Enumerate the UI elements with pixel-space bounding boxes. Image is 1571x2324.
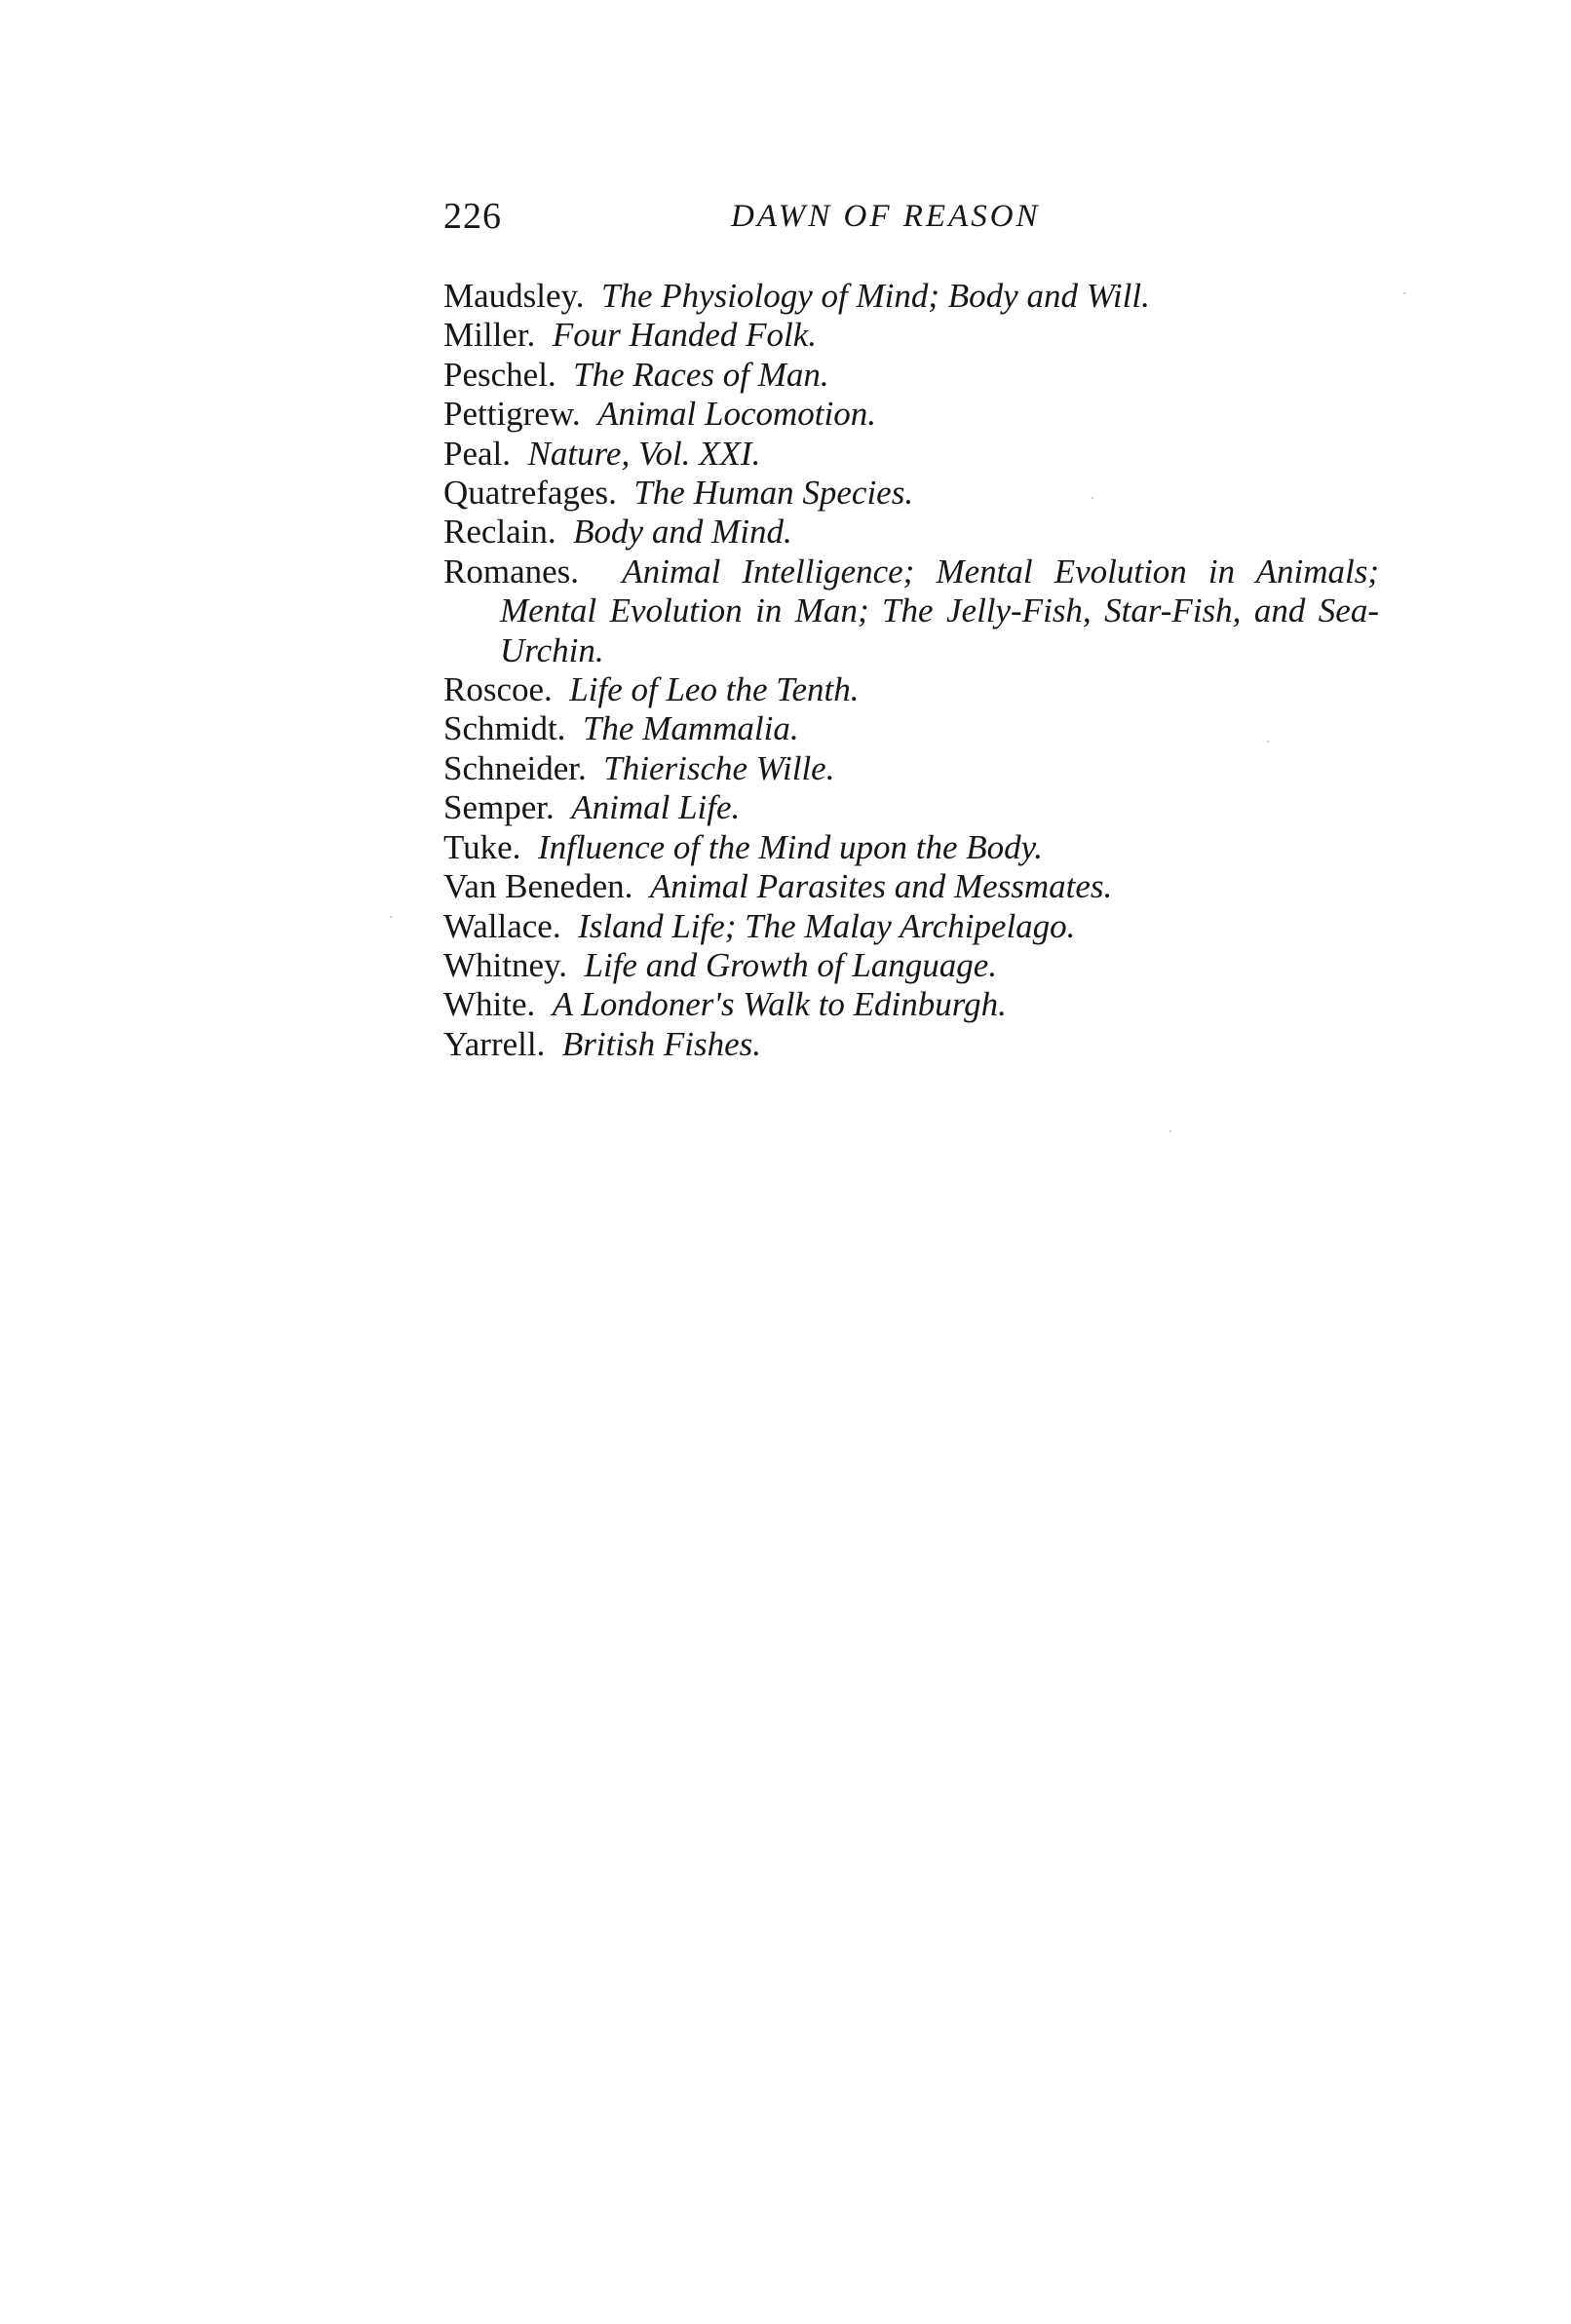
entry-author: Peal. [443,434,512,473]
entry-works: Nature, Vol. XXI. [527,434,761,473]
running-title: DAWN OF REASON [731,199,1041,234]
entry-works: Life and Growth of Language. [584,945,998,984]
entry-author: Peschel. [443,355,556,394]
bibliography-entry-schmidt [443,709,1379,748]
bibliography-entry-reclain [443,513,1379,552]
entry-works: Life of Leo the Tenth. [569,670,860,709]
entry-works: Island Life; The Malay Archipelago. [578,906,1076,945]
bibliography-entry-peal [443,435,1379,474]
bibliography-entry-romanes [443,552,1379,670]
entry-works: The Physiology of Mind; Body and Will. [601,277,1150,315]
entry-author: Whitney. [443,945,567,984]
entry-author: Yarrell. [443,1024,546,1063]
bibliography-entry-quatrefages [443,474,1379,513]
scan-speck [1092,497,1093,499]
bibliography-entry-schneider [443,749,1379,788]
entry-works: Animal Parasites and Messmates. [649,867,1113,906]
bibliography-entry-semper [443,788,1379,827]
entry-author: Van Beneden. [443,867,633,906]
entry-works: Animal Intelligence; Mental Evolution in Animals; Mental Evolution in Man; The Jelly-Fish, Star-Fish, and Sea-Urchin. [500,552,1380,669]
entry-works: The Mammalia. [582,709,799,748]
bibliography-entry-maudsley [443,277,1379,316]
entry-works: The Human Species. [633,474,914,513]
bibliography-entry-whitney [443,946,1379,985]
bibliography-entry-roscoe [443,670,1379,709]
scan-speck [1267,741,1269,743]
bibliography-entry-peschel [443,356,1379,395]
entry-author: Semper. [443,788,555,827]
entry-works: Animal Life. [571,788,741,827]
running-head [443,191,1437,249]
bibliography-entry-pettigrew [443,395,1379,434]
entry-author: Roscoe. [443,670,553,709]
entry-author: Maudsley. [443,277,585,315]
scan-speck [1169,1130,1171,1132]
entry-author: Miller. [443,316,536,355]
bibliography-entry-wallace [443,907,1379,946]
entry-works: Influence of the Mind upon the Body. [537,827,1043,866]
scan-speck [1403,292,1405,294]
entry-author: Quatrefages. [443,474,617,513]
entry-works: The Races of Man. [573,355,829,394]
entry-author: Tuke. [443,827,521,866]
entry-works: Thierische Wille. [603,748,835,787]
bibliography-entry-miller [443,316,1379,355]
entry-works: A Londoner's Walk to Edinburgh. [552,985,1007,1024]
entry-works: Body and Mind. [573,513,792,552]
bibliography-entry-white [443,985,1379,1024]
page-number: 226 [443,196,502,237]
entry-author: Reclain. [443,513,556,552]
bibliography-entry-van-beneden [443,867,1379,906]
entry-works: Four Handed Folk. [552,316,818,355]
entry-author: Romanes. [443,552,580,591]
bibliography-entry-tuke [443,828,1379,867]
entry-author: White. [443,985,536,1024]
entry-author: Schmidt. [443,709,566,748]
entry-author: Schneider. [443,748,587,787]
entry-author: Pettigrew. [443,395,581,434]
bibliography-entry-yarrell [443,1025,1379,1064]
bibliography-list [443,277,1379,1064]
entry-author: Wallace. [443,906,561,945]
scan-speck [390,916,392,918]
entry-works: Animal Locomotion. [597,395,876,434]
entry-works: British Fishes. [561,1024,762,1063]
